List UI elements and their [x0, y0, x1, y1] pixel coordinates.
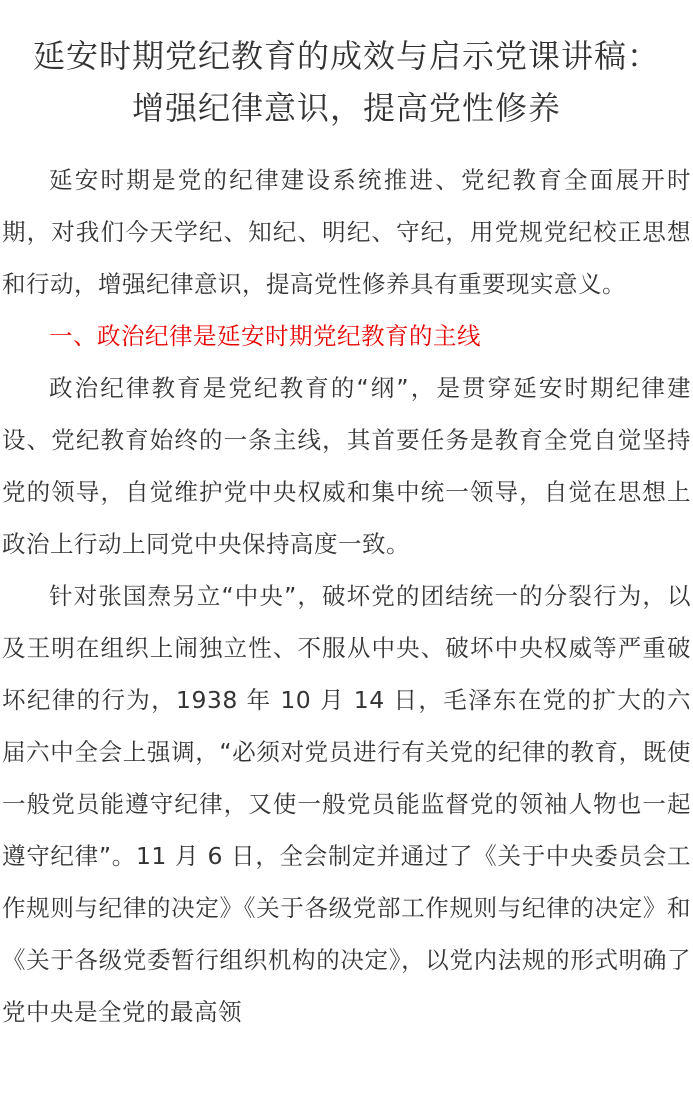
article-body	[0, 154, 693, 1038]
body-paragraph: 针对张国焘另立“中央”，破坏党的团结统一的分裂行为，以及王明在组织上闹独立性、不服从中央、破坏中央权威等严重破坏纪律的行为，1938 年 10 月 14 日，毛泽东在党的扩大的六届六中全会上强调，“必须对党员进行有关党的纪律的教育，既使一般党员能遵守纪律，又使一般党员能监督党的领袖人物也一起遵守纪律”。11 月 6 日，全会制定并通过了《关于中央委员会工作规则与纪律的决定》《关于各级党部工作规则与纪律的决定》和《关于各级党委暂行组织机构的决定》，以党内法规的形式明确了党中央是全党的最高领	[2, 582, 691, 1026]
section-heading: 一、政治纪律是延安时期党纪教育的主线	[49, 322, 481, 350]
article-title	[0, 0, 693, 134]
body-paragraph: 政治纪律教育是党纪教育的“纲”，是贯穿延安时期纪律建设、党纪教育始终的一条主线，其首要任务是教育全党自觉坚持党的领导，自觉维护党中央权威和集中统一领导，自觉在思想上政治上行动上同党中央保持高度一致。	[2, 374, 691, 558]
article-title-line-1: 延安时期党纪教育的成效与启示党课讲稿：	[32, 37, 660, 75]
intro-paragraph: 延安时期是党的纪律建设系统推进、党纪教育全面展开时期，对我们今天学纪、知纪、明纪、守纪，用党规党纪校正思想和行动，增强纪律意识，提高党性修养具有重要现实意义。	[2, 166, 691, 298]
article-title-line-2: 增强纪律意识，提高党性修养	[131, 89, 561, 127]
